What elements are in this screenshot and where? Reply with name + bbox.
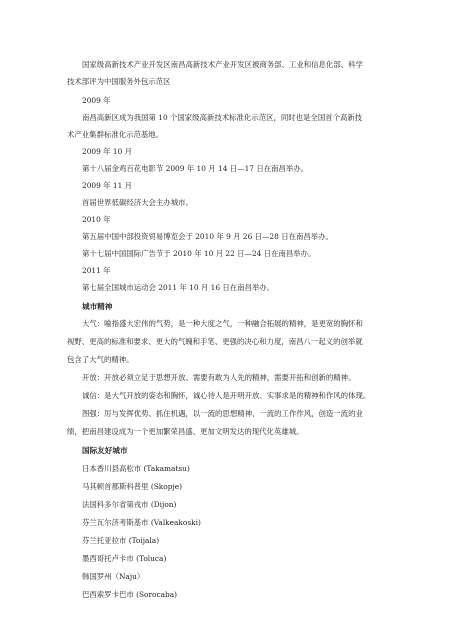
list-item: 韩国罗州（Naju） (82, 572, 145, 581)
spirit-paragraph-line: 绩，把南昌建设成为一个更加繁荣昌盛、更加文明发达的现代化英雄城。 (67, 427, 304, 436)
event-line: 南昌高新区成为我国第 10 个国家级高新技术标准化示范区，同时也是全国首个高新技 (82, 113, 363, 122)
list-item: 芬兰托亚拉市 (Toijala) (82, 536, 160, 545)
event-line: 术产业集群标准化示范基地。 (67, 130, 164, 139)
year-heading: 2010 年 (82, 215, 111, 224)
event-line: 第七届全国城市运动会 2011 年 10 月 16 日在南昌举办。 (82, 283, 275, 292)
event-line: 第五届中国中部投资贸易博览会于 2010 年 9 月 26 日—28 日在南昌举办。 (82, 232, 333, 241)
spirit-paragraph-line: 图强：厉与发挥优势、抓住机遇，以一流的思想精神、一流的工作作风，创造一流的业 (82, 409, 363, 418)
intro-line-2: 技术部评为中国服务外包示范区 (67, 77, 171, 86)
spirit-paragraph-line: 开放：开放必须立足于思想开放、需要有敢为人先的精神，需要开拓和创新的精神。 (82, 373, 356, 382)
year-heading: 2009 年 10 月 (82, 147, 133, 156)
list-item: 马其顿首都斯科普里 (Skopje) (82, 482, 183, 491)
spirit-paragraph-line: 视野、更高的标准和要求、更大的气魄和手笔、更强的决心和力度，南昌八一起义的创举就 (67, 337, 363, 346)
event-line: 第十七届中国国际广告节于 2010 年 10 月 22 日—24 日在南昌举办。 (82, 249, 316, 258)
section-heading-sister-cities: 国际友好城市 (82, 446, 128, 455)
spirit-paragraph-line: 包含了大气的精神。 (67, 355, 134, 364)
spirit-paragraph-line: 诚信：是大气开放的姿态和胸怀，诚心待人是开明开放、实事求是的精神和作风的体现。 (82, 391, 371, 400)
list-item: 芬兰瓦尔济考斯基市 (Valkeakoski) (82, 518, 201, 527)
spirit-paragraph-line: 大气：喻指盛大宏伟的气势，是一种大度之气，一种融合拓展的精神，是更宽的胸怀和 (82, 319, 363, 328)
event-line: 第十八届金鸡百花电影节 2009 年 10 月 14 日—17 日在南昌举办。 (82, 164, 309, 173)
year-heading: 2009 年 11 月 (82, 181, 133, 190)
year-heading: 2009 年 (82, 96, 111, 105)
event-line: 首届世界低碳经济大会主办城市。 (82, 198, 193, 207)
section-heading-spirit: 城市精神 (82, 302, 113, 311)
list-item: 墨西哥托卢卡市 (Toluca) (82, 554, 167, 563)
list-item: 日本香川县高松市 (Takamatsu) (82, 464, 190, 473)
intro-line-1: 国家级高新技术产业开发区南昌高新技术产业开发区被商务部、工业和信息化部、科学 (82, 60, 363, 69)
list-item: 法国科多尔省第戎市 (Dijon) (82, 500, 177, 509)
year-heading: 2011 年 (82, 266, 111, 275)
list-item: 巴西索罗卡巴市 (Sorocaba) (82, 590, 178, 599)
